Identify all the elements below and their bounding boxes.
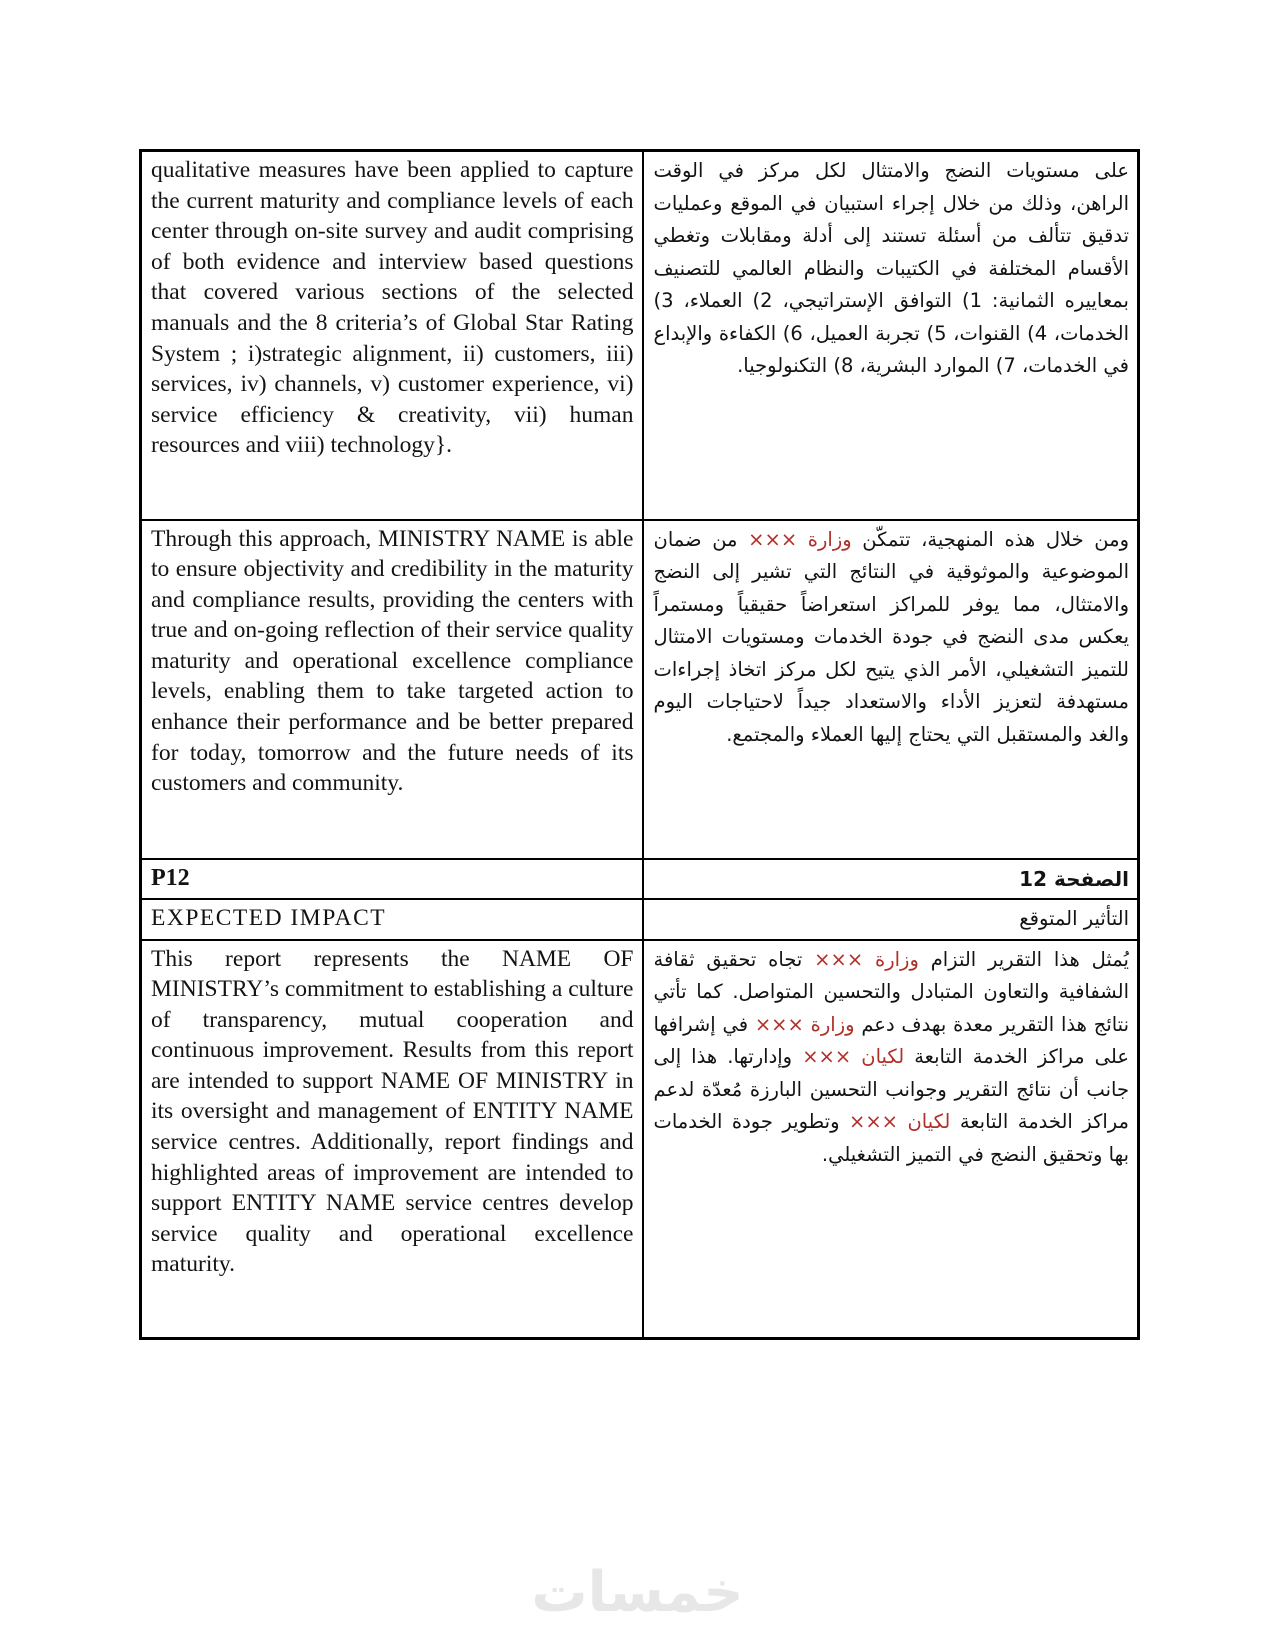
row-page-number — [141, 859, 1139, 900]
row-expected-impact-heading-en-cell — [141, 899, 643, 940]
redacted-placeholder-text: وزارة ××× — [748, 527, 852, 551]
ar-text-segment: على مستويات النضج والامتثال لكل مركز في الوقت الراهن، وذلك من خلال إجراء استبيان في الموقع وعمليات تدقيق تتألف من أسئلة تستند إلى أدلة ومقابلات وتغطي الأقسام المختلفة في الكتيبات والنظام العالمي للتصنيف بمعاييره الثمانية: 1) التوافق الإستراتيجي، 2) العملاء، 3) الخدمات، 4) القنوات، 5) تجربة العميل، 6) الكفاءة والإبداع في الخدمات، 7) الموارد البشرية، 8) التكنولوجيا. — [653, 159, 1129, 377]
en-text-segment: P12 — [151, 864, 190, 891]
row-page-number-en-cell — [141, 859, 643, 900]
ar-text-segment: الصفحة 12 — [1019, 866, 1129, 891]
row-expected-impact-heading — [141, 899, 1139, 940]
row-expected-impact-body-ar-cell — [643, 940, 1139, 1339]
ar-text-segment: وتطوير جودة الخدمات بها وتحقيق النضج في التميز التشغيلي. — [653, 1110, 1129, 1166]
row-expected-impact-heading-ar-cell — [643, 899, 1139, 940]
ar-text-segment: يُمثل هذا التقرير التزام — [918, 947, 1129, 971]
row-through-this-approach — [141, 520, 1139, 859]
ar-text-segment: وإدارتها. هذا إلى جانب أن نتائج التقرير وجوانب التحسين البارزة مُعدّة لدعم مراكز الخدمة التابعة — [653, 1045, 1129, 1133]
ar-text-segment: في إشرافها على مراكز الخدمة التابعة — [653, 1012, 1129, 1068]
row-expected-impact-body-en-cell — [141, 940, 643, 1339]
row-through-this-approach-en-cell — [141, 520, 643, 859]
khamsat-watermark: خمسات — [531, 1560, 744, 1625]
en-text-segment: qualitative measures have been applied to capture the current maturity and compliance levels of each center through on-site survey and audit comprising of both evidence and interview based questions that covered various sections of the selected manuals and the 8 criteria’s of Global Star Rating System ; i)strategic alignment, ii) customers, iii) services, iv) channels, v) customer experience, vi) service efficiency & creativity, vii) human resources and viii) technology}. — [151, 157, 634, 459]
ar-text-segment: ومن خلال هذه المنهجية، تتمكّن — [851, 527, 1130, 551]
row-maturity-compliance-ar-cell — [643, 151, 1139, 520]
en-text-segment: Through this approach, MINISTRY NAME is able to ensure objectivity and credibility in the maturity and compliance results, providing the centers with true and on-going reflection of their service quality maturity and operational excellence compliance levels, enabling them to take targeted action to enhance their performance and be better prepared for today, tomorrow and the future needs of its customers and community. — [151, 525, 634, 797]
ar-text-segment: من ضمان الموضوعية والموثوقية في النتائج التي تشير إلى النضج والامتثال، مما يوفر للمراكز استعراضاً حقيقياً ومستمراً يعكس مدى النضج في جودة الخدمات ومستويات الامتثال للتميز التشغيلي، الأمر الذي يتيح لكل مركز اتخاذ إجراءات مستهدفة لتعزيز الأداء والاستعداد جيداً لاحتياجات اليوم والغد والمستقبل التي يحتاج إليها العملاء والمجتمع. — [653, 527, 1129, 746]
bilingual-table — [139, 149, 1140, 1340]
en-text-segment: EXPECTED IMPACT — [151, 905, 387, 931]
redacted-placeholder-text: وزارة ××× — [754, 1012, 855, 1036]
ar-text-segment: تجاه تحقيق ثقافة الشفافية والتعاون المتبادل والتحسين المتواصل. كما تأتي نتائج هذا التقرير معدة بهدف دعم — [653, 947, 1129, 1036]
row-page-number-ar-cell — [643, 859, 1139, 900]
redacted-placeholder-text: وزارة ××× — [814, 947, 919, 971]
ar-text-segment: التأثير المتوقع — [1019, 907, 1129, 930]
row-maturity-compliance-en-cell — [141, 151, 643, 520]
row-expected-impact-body — [141, 940, 1139, 1339]
row-through-this-approach-ar-cell — [643, 520, 1139, 859]
redacted-placeholder-text: لكيان ××× — [802, 1045, 905, 1068]
en-text-segment: This report represents the NAME OF MINISTRY’s commitment to establishing a culture of transparency, mutual cooperation and continuous improvement. Results from this report are intended to support NAME OF MINISTRY in its oversight and management of ENTITY NAME service centres. Additionally, report findings and highlighted areas of improvement are intended to support ENTITY NAME service centres develop service quality and operational excellence maturity. — [151, 945, 634, 1278]
row-maturity-compliance — [141, 151, 1139, 520]
redacted-placeholder-text: لكيان ××× — [848, 1110, 951, 1133]
